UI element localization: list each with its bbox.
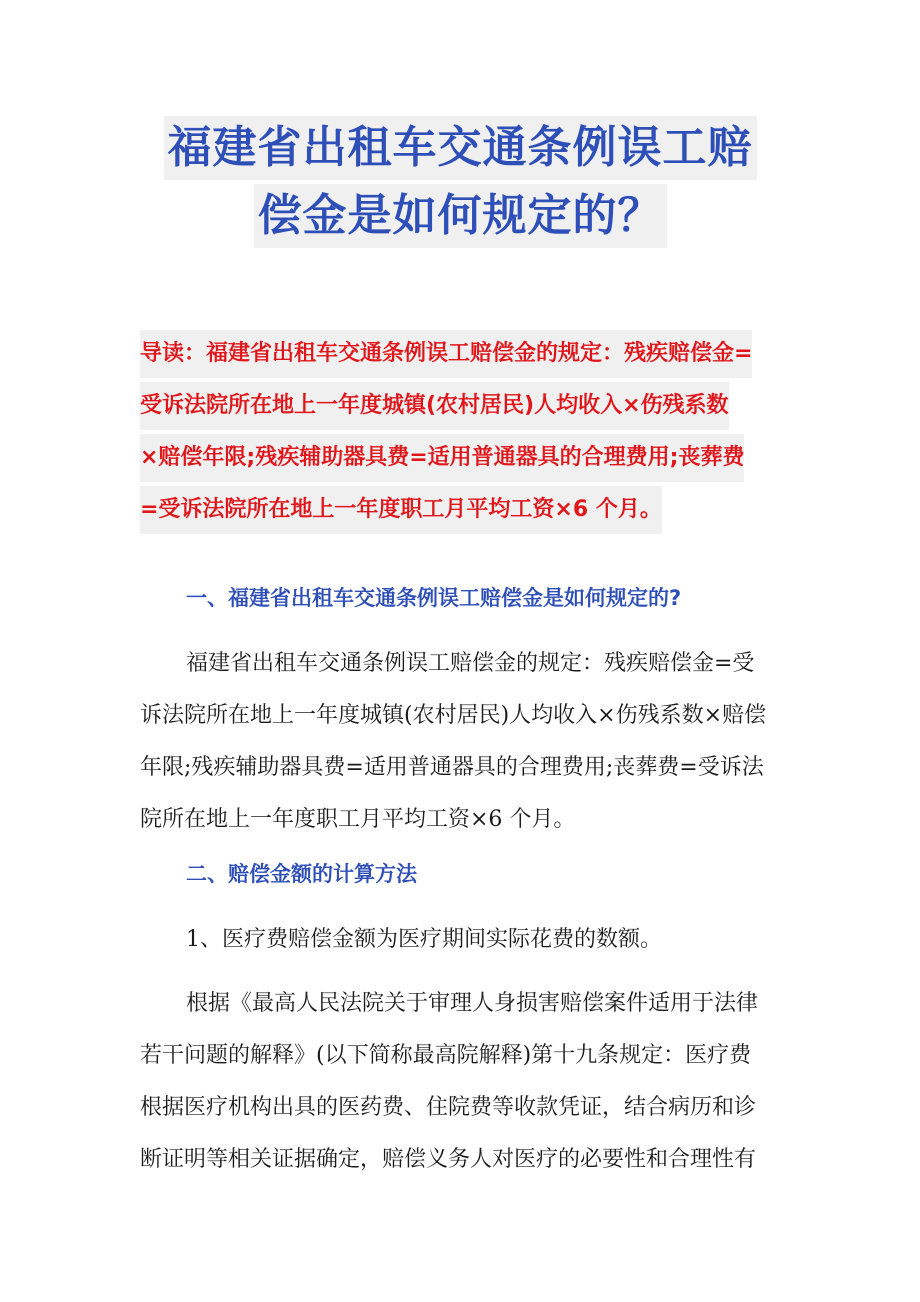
section-1-paragraph: [140, 638, 790, 846]
section-1-heading: 一、福建省出租车交通条例误工赔偿金是如何规定的?: [186, 586, 682, 610]
paragraph-line: 若干问题的解释》(以下简称最高院解释)第十九条规定：医疗费: [140, 1043, 752, 1068]
paragraph-line: 根据《最高人民法院关于审理人身损害赔偿案件适用于法律: [186, 991, 759, 1016]
guide-line: 受诉法院所在地上一年度城镇(农村居民)人均收入×伤残系数: [140, 382, 729, 430]
guide-line: 导读：福建省出租车交通条例误工赔偿金的规定：残疾赔偿金=: [140, 330, 752, 378]
paragraph-line: 院所在地上一年度职工月平均工资×6 个月。: [140, 807, 576, 832]
guide-summary: [140, 330, 784, 538]
document-title: [0, 116, 920, 248]
section-2-heading: 二、赔偿金额的计算方法: [186, 862, 417, 886]
title-line-2: 偿金是如何规定的？: [254, 184, 667, 248]
paragraph-line: 年限;残疾辅助器具费=适用普通器具的合理费用;丧葬费=受诉法: [140, 755, 764, 780]
section-2-paragraph: [140, 978, 790, 1186]
paragraph-line: 断证明等相关证据确定，赔偿义务人对医疗的必要性和合理性有: [140, 1147, 757, 1172]
paragraph-line: 1、医疗费赔偿金额为医疗期间实际花费的数额。: [186, 927, 662, 952]
paragraph-line: 诉法院所在地上一年度城镇(农村居民)人均收入×伤残系数×赔偿: [140, 703, 767, 728]
title-line-1: 福建省出租车交通条例误工赔: [164, 116, 757, 180]
paragraph-line: 根据医疗机构出具的医药费、住院费等收款凭证，结合病历和诊: [140, 1095, 757, 1120]
section-2-item-1: [140, 914, 790, 966]
guide-line: =受诉法院所在地上一年度职工月平均工资×6 个月。: [140, 486, 662, 534]
guide-line: ×赔偿年限;残疾辅助器具费=适用普通器具的合理费用;丧葬费: [140, 434, 744, 482]
paragraph-line: 福建省出租车交通条例误工赔偿金的规定：残疾赔偿金=受: [186, 651, 755, 676]
